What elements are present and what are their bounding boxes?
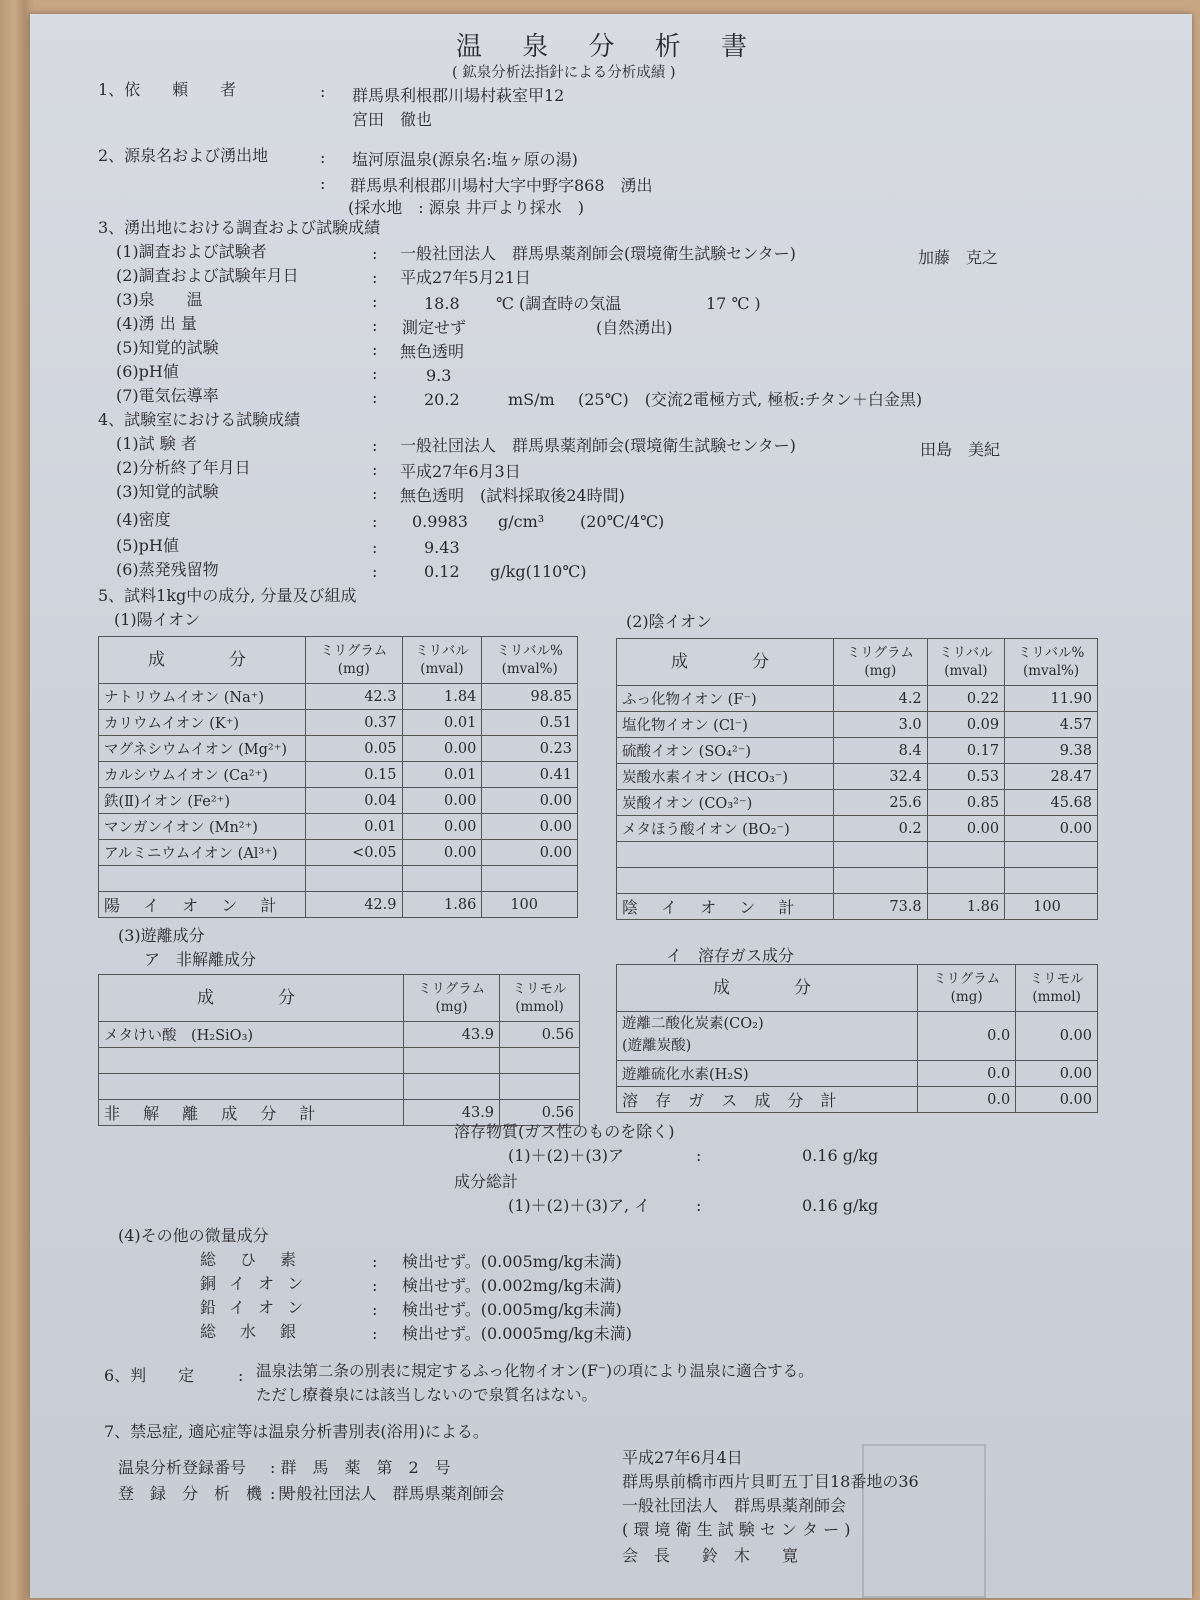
s4-colon: : <box>372 436 378 455</box>
cation-total-mg: 42.9 <box>306 892 403 918</box>
header-mmol-unit: (mmol) <box>1032 989 1081 1005</box>
table-row <box>99 788 578 814</box>
trace-value: 検出せず。(0.002mg/kg未満) <box>402 1276 622 1295</box>
header-mg-unit: (mg) <box>337 661 370 677</box>
cell-mg: 0.01 <box>306 814 403 840</box>
cell-mval: 0.00 <box>402 736 482 762</box>
cell-pct: 45.68 <box>1005 790 1098 816</box>
cell-mg: 0.05 <box>306 736 403 762</box>
s3-item-extra: (25℃) (交流2電極方式, 極板:チタン＋白金黒) <box>578 390 923 409</box>
s3-item-value: 一般社団法人 群馬県薬剤師会(環境衛生試験センター) <box>400 244 796 263</box>
non-dissociated-table <box>98 974 580 1126</box>
header-mg-label: ミリグラム <box>320 642 388 659</box>
s3-colon: : <box>372 340 378 359</box>
trace-value: 検出せず。(0.005mg/kg未満) <box>402 1300 622 1319</box>
s3-item-extra: 加藤 克之 <box>918 248 999 267</box>
cell-name: 硫酸イオン (SO₄²⁻) <box>617 738 834 764</box>
header-mg <box>834 639 928 686</box>
cell-mval: 0.53 <box>927 764 1004 790</box>
cell-mval: 1.84 <box>402 684 482 710</box>
table-row <box>99 736 578 762</box>
issuer-president: 会 長 鈴 木 寛 <box>622 1546 799 1565</box>
header-mg-label: ミリグラム <box>933 970 1001 987</box>
judgement-line-2: ただし療養泉には該当しないので泉質名はない。 <box>256 1386 598 1404</box>
s4-item-value: 無色透明 (試料採取後24時間) <box>400 486 625 505</box>
gas-name: 遊離二酸化炭素(CO₂) <box>622 1016 764 1033</box>
table-header-row <box>617 639 1098 686</box>
header-mmol <box>500 975 580 1022</box>
sampling-point: (採水地 : 源泉 井戸より採水 ) <box>348 198 585 217</box>
header-component: 成 分 <box>99 637 306 684</box>
section-1-label: 1、依 頼 者 <box>98 80 237 99</box>
cell-pct: 0.51 <box>482 710 578 736</box>
s3-colon: : <box>372 292 378 311</box>
table-header-row <box>617 965 1098 1012</box>
s3-item-value: 平成27年5月21日 <box>400 268 531 287</box>
s3-item-value: 18.8 <box>424 294 460 313</box>
s3-colon: : <box>372 388 378 407</box>
cation-label: (1)陽イオン <box>114 610 201 629</box>
cell-name: 炭酸水素イオン (HCO₃⁻) <box>617 764 834 790</box>
cell-name: ふっ化物イオン (F⁻) <box>617 686 834 712</box>
cell-name: ナトリウムイオン (Na⁺) <box>99 684 306 710</box>
cell-mg: 43.9 <box>404 1022 500 1048</box>
non-dissociated-total-mg: 43.9 <box>404 1100 500 1126</box>
cation-table <box>98 636 578 918</box>
section-5-label: 5、試料1kg中の成分, 分量及び組成 <box>98 586 357 605</box>
table-row <box>99 710 578 736</box>
anion-total-pct: 100 <box>1005 894 1098 920</box>
s4-colon: : <box>372 538 378 557</box>
trace-value: 検出せず。(0.0005mg/kg未満) <box>402 1324 632 1343</box>
s3-item-value: 測定せず <box>402 318 467 337</box>
anion-total-mval: 1.86 <box>927 894 1004 920</box>
header-mval-label: ミリバル <box>415 642 469 659</box>
s4-colon: : <box>372 512 378 531</box>
total-row <box>99 892 578 918</box>
cation-total-mval: 1.86 <box>402 892 482 918</box>
s4-item-value: 一般社団法人 群馬県薬剤師会(環境衛生試験センター) <box>400 436 796 455</box>
dissolved-matter-formula: (1)＋(2)＋(3)ア <box>508 1146 624 1165</box>
table-row <box>617 738 1098 764</box>
header-mg <box>918 965 1016 1012</box>
cell-name: カリウムイオン (K⁺) <box>99 710 306 736</box>
s3-item-label: (7)電気伝導率 <box>116 386 219 405</box>
registration-value: : 群 馬 薬 第 2 号 <box>270 1458 451 1477</box>
table-row <box>99 840 578 866</box>
section-2-label: 2、源泉名および湧出地 <box>98 146 269 165</box>
s3-colon: : <box>372 316 378 335</box>
cell-name: 鉄(Ⅱ)イオン (Fe²⁺) <box>99 788 306 814</box>
cell-pct: 0.41 <box>482 762 578 788</box>
header-pct <box>482 637 578 684</box>
trace-name: 総 ひ 素 <box>200 1250 301 1269</box>
trace-name: 銅 イ オ ン <box>200 1274 308 1293</box>
header-mmol-label: ミリモル <box>512 980 567 997</box>
total-components-formula: (1)＋(2)＋(3)ア, イ <box>508 1196 651 1215</box>
issuer-address: 群馬県前橋市西片貝町五丁目18番地の36 <box>622 1472 919 1491</box>
s3-item-value: 20.2 <box>424 390 460 409</box>
s3-item-label: (6)pH値 <box>116 362 179 381</box>
cell-mval: 0.00 <box>927 816 1004 842</box>
total-components-colon: : <box>696 1196 702 1215</box>
anion-table <box>616 638 1098 920</box>
total-components-label: 成分総計 <box>454 1172 519 1191</box>
table-row <box>617 1012 1098 1061</box>
s3-item-label: (2)調査および試験年月日 <box>116 266 299 285</box>
cell-pct: 98.85 <box>482 684 578 710</box>
non-dissociated-total-mmol: 0.56 <box>500 1100 580 1126</box>
registration-label: 温泉分析登録番号 <box>118 1458 247 1477</box>
header-mg-unit: (mg) <box>950 989 983 1005</box>
non-dissociated-label: ア 非解離成分 <box>144 950 257 969</box>
header-pct-unit: (mval%) <box>501 661 558 677</box>
s3-item-label: (5)知覚的試験 <box>116 338 219 357</box>
registered-org-value: : 一般社団法人 群馬県薬剤師会 <box>270 1484 505 1503</box>
header-component: 成 分 <box>99 975 404 1022</box>
dissolved-matter-colon: : <box>696 1146 702 1165</box>
s4-item-label: (5)pH値 <box>116 536 179 555</box>
header-component: 成 分 <box>617 639 834 686</box>
cell-mg: 3.0 <box>834 712 928 738</box>
cell-mg: 42.3 <box>306 684 403 710</box>
header-mmol-label: ミリモル <box>1029 970 1084 987</box>
cell-pct: 4.57 <box>1005 712 1098 738</box>
header-pct-label: ミリバル% <box>496 642 563 659</box>
registered-org-label: 登 録 分 析 機 関 <box>118 1484 295 1503</box>
cell-name: カルシウムイオン (Ca²⁺) <box>99 762 306 788</box>
gas-name-note: (遊離炭酸) <box>622 1038 692 1054</box>
cell-mg: 25.6 <box>834 790 928 816</box>
empty-row <box>99 1074 580 1100</box>
gas-total-mg: 0.0 <box>918 1087 1016 1113</box>
s4-item-label: (2)分析終了年月日 <box>116 458 251 477</box>
anion-label: (2)陰イオン <box>626 612 713 631</box>
cell-name: 塩化物イオン (Cl⁻) <box>617 712 834 738</box>
table-row <box>617 712 1098 738</box>
header-mg-label: ミリグラム <box>846 644 914 661</box>
dissolved-gas-label: イ 溶存ガス成分 <box>666 946 795 965</box>
cell-mg: 0.2 <box>834 816 928 842</box>
judgement-line-1: 温泉法第二条の別表に規定するふっ化物イオン(F⁻)の項により温泉に適合する。 <box>256 1362 814 1380</box>
s3-item-label: (3)泉 温 <box>116 290 203 309</box>
s3-item-unit: ℃ (調査時の気温 <box>496 294 622 313</box>
s4-item-value: 平成27年6月3日 <box>400 462 521 481</box>
s2-colon-1: : <box>320 148 326 167</box>
s4-item-unit: g/cm³ <box>498 512 545 531</box>
cell-pct: 0.00 <box>1005 816 1098 842</box>
issuer-department: ( 環 境 衛 生 試 験 セ ン タ ー ) <box>622 1520 851 1539</box>
header-pct-unit: (mval%) <box>1022 663 1080 679</box>
document-subtitle: ( 鉱泉分析法指針による分析成績 ) <box>452 65 676 81</box>
cell-name: メタけい酸 (H₂SiO₃) <box>99 1022 404 1048</box>
cation-total-pct: 100 <box>482 892 578 918</box>
section-4-label: 4、試験室における試験成績 <box>98 410 301 429</box>
cell-pct: 0.00 <box>482 814 578 840</box>
cell-mmol: 0.56 <box>500 1022 580 1048</box>
requester-address: 群馬県利根郡川場村萩室甲12 <box>352 86 565 105</box>
empty-row <box>99 1048 580 1074</box>
cell-name <box>617 1012 918 1061</box>
gas-total-label: 溶 存 ガ ス 成 分 計 <box>617 1087 918 1113</box>
s4-item-extra: (20℃/4℃) <box>580 512 665 531</box>
trace-components-label: (4)その他の微量成分 <box>118 1226 269 1245</box>
table-row <box>617 790 1098 816</box>
spring-name: 塩河原温泉(源泉名:塩ヶ原の湯) <box>352 150 578 169</box>
cell-name: 炭酸イオン (CO₃²⁻) <box>617 790 834 816</box>
s4-item-extra: 田島 美紀 <box>920 440 1001 459</box>
free-components-label: (3)遊離成分 <box>118 926 205 945</box>
s4-item-label: (4)密度 <box>116 510 171 529</box>
header-mval <box>402 637 482 684</box>
cell-mval: 0.85 <box>927 790 1004 816</box>
s2-colon-2: : <box>320 174 326 193</box>
s4-colon: : <box>372 460 378 479</box>
cell-mg: <0.05 <box>306 840 403 866</box>
dissolved-matter-label: 溶存物質(ガス性のものを除く) <box>454 1122 675 1141</box>
s4-colon: : <box>372 484 378 503</box>
table-row <box>99 762 578 788</box>
s3-colon: : <box>372 268 378 287</box>
s3-item-label: (1)調査および試験者 <box>116 242 267 261</box>
gas-total-mmol: 0.00 <box>1016 1087 1098 1113</box>
header-mg-unit: (mg) <box>864 663 897 679</box>
requester-name: 宮田 徹也 <box>352 110 433 129</box>
cell-mval: 0.01 <box>402 710 482 736</box>
s3-item-value: 9.3 <box>426 366 452 385</box>
header-mg <box>306 637 403 684</box>
section-7-label: 7、禁忌症, 適応症等は温泉分析書別表(浴用)による。 <box>104 1422 489 1441</box>
s4-item-value: 0.12 <box>424 562 460 581</box>
cell-mmol: 0.00 <box>1016 1061 1098 1087</box>
cell-mval: 0.22 <box>927 686 1004 712</box>
s4-item-label: (6)蒸発残留物 <box>116 560 219 579</box>
table-row <box>99 814 578 840</box>
cell-mg: 0.0 <box>918 1061 1016 1087</box>
total-row <box>617 1087 1098 1113</box>
s3-colon: : <box>372 244 378 263</box>
header-mval <box>927 639 1004 686</box>
spring-location: 群馬県利根郡川場村大字中野字868 湧出 <box>350 176 653 195</box>
table-row <box>617 764 1098 790</box>
trace-colon: : <box>372 1276 378 1295</box>
s3-item-extra: 17 ℃ ) <box>706 294 761 313</box>
cell-mval: 0.00 <box>402 840 482 866</box>
table-row <box>617 816 1098 842</box>
analysis-document <box>30 14 1192 1598</box>
non-dissociated-total-label: 非 解 離 成 分 計 <box>99 1100 404 1126</box>
header-mval-unit: (mval) <box>944 663 988 679</box>
table-header-row <box>99 975 580 1022</box>
cell-mg: 32.4 <box>834 764 928 790</box>
cell-mval: 0.17 <box>927 738 1004 764</box>
cell-mval: 0.00 <box>402 788 482 814</box>
s1-colon: : <box>320 82 326 101</box>
total-components-value: 0.16 g/kg <box>802 1196 879 1215</box>
header-component: 成 分 <box>617 965 918 1012</box>
trace-colon: : <box>372 1324 378 1343</box>
dissolved-gas-table <box>616 964 1098 1113</box>
header-mmol-unit: (mmol) <box>515 999 564 1015</box>
anion-total-label: 陰 イ オ ン 計 <box>617 894 834 920</box>
header-mg-label: ミリグラム <box>417 980 486 997</box>
cell-mval: 0.00 <box>402 814 482 840</box>
header-pct-label: ミリバル% <box>1017 644 1085 661</box>
cell-name: 遊離硫化水素(H₂S) <box>617 1061 918 1087</box>
header-mval-unit: (mval) <box>420 661 464 677</box>
document-title: 温 泉 分 析 書 <box>456 32 764 62</box>
s3-item-unit: mS/m <box>508 390 555 409</box>
s4-item-unit: g/kg(110℃) <box>490 562 587 581</box>
header-mg-unit: (mg) <box>435 999 468 1015</box>
table-row <box>617 686 1098 712</box>
cell-name: マグネシウムイオン (Mg²⁺) <box>99 736 306 762</box>
cell-mg: 0.04 <box>306 788 403 814</box>
table-row <box>617 1061 1098 1087</box>
s4-colon: : <box>372 562 378 581</box>
trace-colon: : <box>372 1300 378 1319</box>
empty-row <box>99 866 578 892</box>
s4-item-label: (3)知覚的試験 <box>116 482 219 501</box>
issue-date: 平成27年6月4日 <box>622 1448 743 1467</box>
cell-mg: 0.37 <box>306 710 403 736</box>
s3-colon: : <box>372 364 378 383</box>
dissolved-matter-value: 0.16 g/kg <box>802 1146 879 1165</box>
cell-mmol: 0.00 <box>1016 1012 1098 1061</box>
cell-mg: 4.2 <box>834 686 928 712</box>
s6-colon: : <box>238 1366 244 1385</box>
cell-pct: 0.00 <box>482 840 578 866</box>
official-seal-stamp <box>862 1444 986 1598</box>
cell-pct: 0.00 <box>482 788 578 814</box>
header-mmol <box>1016 965 1098 1012</box>
cell-mg: 0.15 <box>306 762 403 788</box>
cell-pct: 28.47 <box>1005 764 1098 790</box>
cell-pct: 9.38 <box>1005 738 1098 764</box>
empty-row <box>617 842 1098 868</box>
cell-mval: 0.01 <box>402 762 482 788</box>
section-6-label: 6、判 定 <box>104 1366 195 1385</box>
cell-mval: 0.09 <box>927 712 1004 738</box>
cell-name: メタほう酸イオン (BO₂⁻) <box>617 816 834 842</box>
total-row <box>617 894 1098 920</box>
issuer-organization: 一般社団法人 群馬県薬剤師会 <box>622 1496 847 1515</box>
empty-row <box>617 868 1098 894</box>
table-row <box>99 684 578 710</box>
anion-total-mg: 73.8 <box>834 894 928 920</box>
s4-item-label: (1)試 験 者 <box>116 434 197 453</box>
s3-item-value: 無色透明 <box>400 342 465 361</box>
table-header-row <box>99 637 578 684</box>
cell-pct: 0.23 <box>482 736 578 762</box>
trace-value: 検出せず。(0.005mg/kg未満) <box>402 1252 622 1271</box>
s3-item-extra: (自然湧出) <box>596 318 673 337</box>
cell-pct: 11.90 <box>1005 686 1098 712</box>
s3-item-label: (4)湧 出 量 <box>116 314 197 333</box>
s4-item-value: 0.9983 <box>412 512 468 531</box>
header-mval-label: ミリバル <box>939 644 993 661</box>
trace-name: 鉛 イ オ ン <box>200 1298 308 1317</box>
cell-mg: 8.4 <box>834 738 928 764</box>
header-mg <box>404 975 500 1022</box>
table-row <box>99 1022 580 1048</box>
cell-mg: 0.0 <box>918 1012 1016 1061</box>
section-3-label: 3、湧出地における調査および試験成績 <box>98 218 381 237</box>
trace-colon: : <box>372 1252 378 1271</box>
trace-name: 総 水 銀 <box>200 1322 301 1341</box>
cell-name: マンガンイオン (Mn²⁺) <box>99 814 306 840</box>
cation-total-label: 陽 イ オ ン 計 <box>99 892 306 918</box>
cell-name: アルミニウムイオン (Al³⁺) <box>99 840 306 866</box>
header-pct <box>1005 639 1098 686</box>
s4-item-value: 9.43 <box>424 538 460 557</box>
